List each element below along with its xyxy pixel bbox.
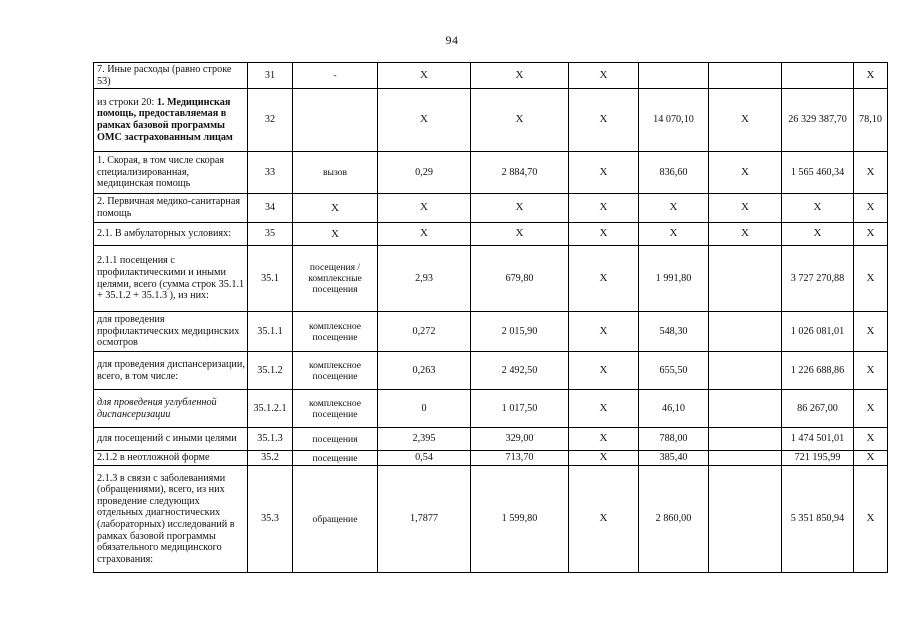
table-cell: 679,80 [471,246,569,312]
table-cell: посещение [293,451,378,466]
row-description: 1. Скорая, в том числе скорая специализированная, медицинская помощь [94,152,248,194]
table-cell: 0,272 [378,312,471,352]
table-cell: X [569,223,639,246]
row-description: 7. Иные расходы (равно строке 53) [94,63,248,89]
row-description: 2.1.2 в неотложной форме [94,451,248,466]
table-cell: X [782,223,854,246]
table-cell: вызов [293,152,378,194]
row-description: для проведения диспансеризации, всего, в том числе: [94,352,248,390]
table-row [94,312,888,352]
table-cell [782,63,854,89]
table-cell: 35.1.2.1 [248,390,293,428]
table-cell: посещения [293,428,378,451]
table-cell: X [569,194,639,223]
table-cell: X [569,246,639,312]
table-cell [709,466,782,573]
table-cell: 31 [248,63,293,89]
table-cell: X [854,152,888,194]
table-cell: 5 351 850,94 [782,466,854,573]
table-cell: X [471,63,569,89]
table-cell: X [854,312,888,352]
table-cell: 0 [378,390,471,428]
table-cell: X [569,152,639,194]
table-cell: 0,29 [378,152,471,194]
table-cell: 46,10 [639,390,709,428]
table-cell: 836,60 [639,152,709,194]
table-row [94,352,888,390]
table-cell: X [378,223,471,246]
table-cell [709,63,782,89]
table-cell: X [569,63,639,89]
table-cell: 34 [248,194,293,223]
row-description: 2.1.3 в связи с заболеваниями (обращениями), всего, из них проведение следующих отдельных диагностических (лабораторных) исследований в рамках базовой программы обязательного медицинского страхования: [94,466,248,573]
row-description: 2. Первичная медико-санитарная помощь [94,194,248,223]
table-cell: X [709,223,782,246]
table-cell: 35.1.3 [248,428,293,451]
table-cell: 0,54 [378,451,471,466]
table-cell: 26 329 387,70 [782,89,854,152]
table-cell: X [854,466,888,573]
row-description-bold: 1. Медицинская помощь, предоставляемая в рамках базовой программы ОМС застрахованным лицам [97,96,233,143]
table-cell: X [854,246,888,312]
row-description: 2.1.1 посещения с профилактическими и иными целями, всего (сумма строк 35.1.1 + 35.1.2 + 35.1.3 ), из них: [94,246,248,312]
table-cell [709,451,782,466]
table-row [94,246,888,312]
table-cell: X [569,352,639,390]
row-description: 2.1. В амбулаторных условиях: [94,223,248,246]
table-cell: 1,7877 [378,466,471,573]
table-cell: комплексное посещение [293,390,378,428]
table-cell: 1 017,50 [471,390,569,428]
table-cell: X [569,390,639,428]
table-cell: X [854,63,888,89]
table-cell: 1 565 460,34 [782,152,854,194]
table-cell: X [854,352,888,390]
table-cell: 78,10 [854,89,888,152]
table-cell [709,428,782,451]
table-cell: 713,70 [471,451,569,466]
table-cell: X [471,223,569,246]
table-cell: 721 195,99 [782,451,854,466]
table-cell: 1 599,80 [471,466,569,573]
table-cell: X [569,89,639,152]
table-cell: X [293,194,378,223]
table-cell: X [639,223,709,246]
table-cell [709,246,782,312]
table-cell: X [569,312,639,352]
table-cell [709,312,782,352]
table-cell: 35.2 [248,451,293,466]
page-number: 94 [445,33,459,47]
table-cell: X [471,194,569,223]
table-row [94,152,888,194]
row-description: для проведения углубленной диспансеризации [94,390,248,428]
table-row [94,223,888,246]
table-cell: 2,93 [378,246,471,312]
row-description [94,89,248,152]
table-cell: комплексное посещение [293,312,378,352]
table-cell: 548,30 [639,312,709,352]
table-cell [709,352,782,390]
table-cell: X [569,466,639,573]
table-cell: 2 860,00 [639,466,709,573]
table-cell: 35.1.1 [248,312,293,352]
table-cell: 3 727 270,88 [782,246,854,312]
table-row [94,451,888,466]
table-cell: X [471,89,569,152]
table-cell [293,89,378,152]
table-cell [639,63,709,89]
row-description: для проведения профилактических медицинских осмотров [94,312,248,352]
table-cell: 35.3 [248,466,293,573]
table-cell [709,390,782,428]
table-cell: 2 015,90 [471,312,569,352]
table-cell: 14 070,10 [639,89,709,152]
table-row [94,390,888,428]
table-cell: 35.1.2 [248,352,293,390]
table-cell: 2 884,70 [471,152,569,194]
table-cell: комплексное посещение [293,352,378,390]
table-cell: 0,263 [378,352,471,390]
table-cell: 33 [248,152,293,194]
table-cell: 35 [248,223,293,246]
table-cell: 1 026 081,01 [782,312,854,352]
table-cell: - [293,63,378,89]
table-cell: посещения / комплексные посещения [293,246,378,312]
table-cell: 86 267,00 [782,390,854,428]
financial-table [93,62,888,573]
table-cell: X [709,89,782,152]
table-row [94,428,888,451]
table-cell: X [782,194,854,223]
table-cell: X [854,451,888,466]
table-cell: X [854,194,888,223]
table-cell: X [378,194,471,223]
table-cell: X [709,152,782,194]
table-cell: X [378,63,471,89]
table-cell: 2 492,50 [471,352,569,390]
table-cell: обращение [293,466,378,573]
table-cell: X [854,223,888,246]
table-cell: X [569,428,639,451]
table-cell: X [569,451,639,466]
row-description: для посещений с иными целями [94,428,248,451]
table-cell: 1 226 688,86 [782,352,854,390]
table-cell: 35.1 [248,246,293,312]
table-cell: 2,395 [378,428,471,451]
table-row [94,89,888,152]
table-cell: 788,00 [639,428,709,451]
table-row [94,63,888,89]
row-description-prefix: из строки 20: [97,96,157,108]
table-cell: 32 [248,89,293,152]
table-cell: X [639,194,709,223]
table-cell: X [709,194,782,223]
table-cell: 1 474 501,01 [782,428,854,451]
table-cell: X [293,223,378,246]
table-row [94,194,888,223]
table-cell: X [854,428,888,451]
table-row [94,466,888,573]
table-cell: 1 991,80 [639,246,709,312]
table-cell: 329,00 [471,428,569,451]
table-cell: X [854,390,888,428]
table-cell: 385,40 [639,451,709,466]
table-cell: 655,50 [639,352,709,390]
table-cell: X [378,89,471,152]
